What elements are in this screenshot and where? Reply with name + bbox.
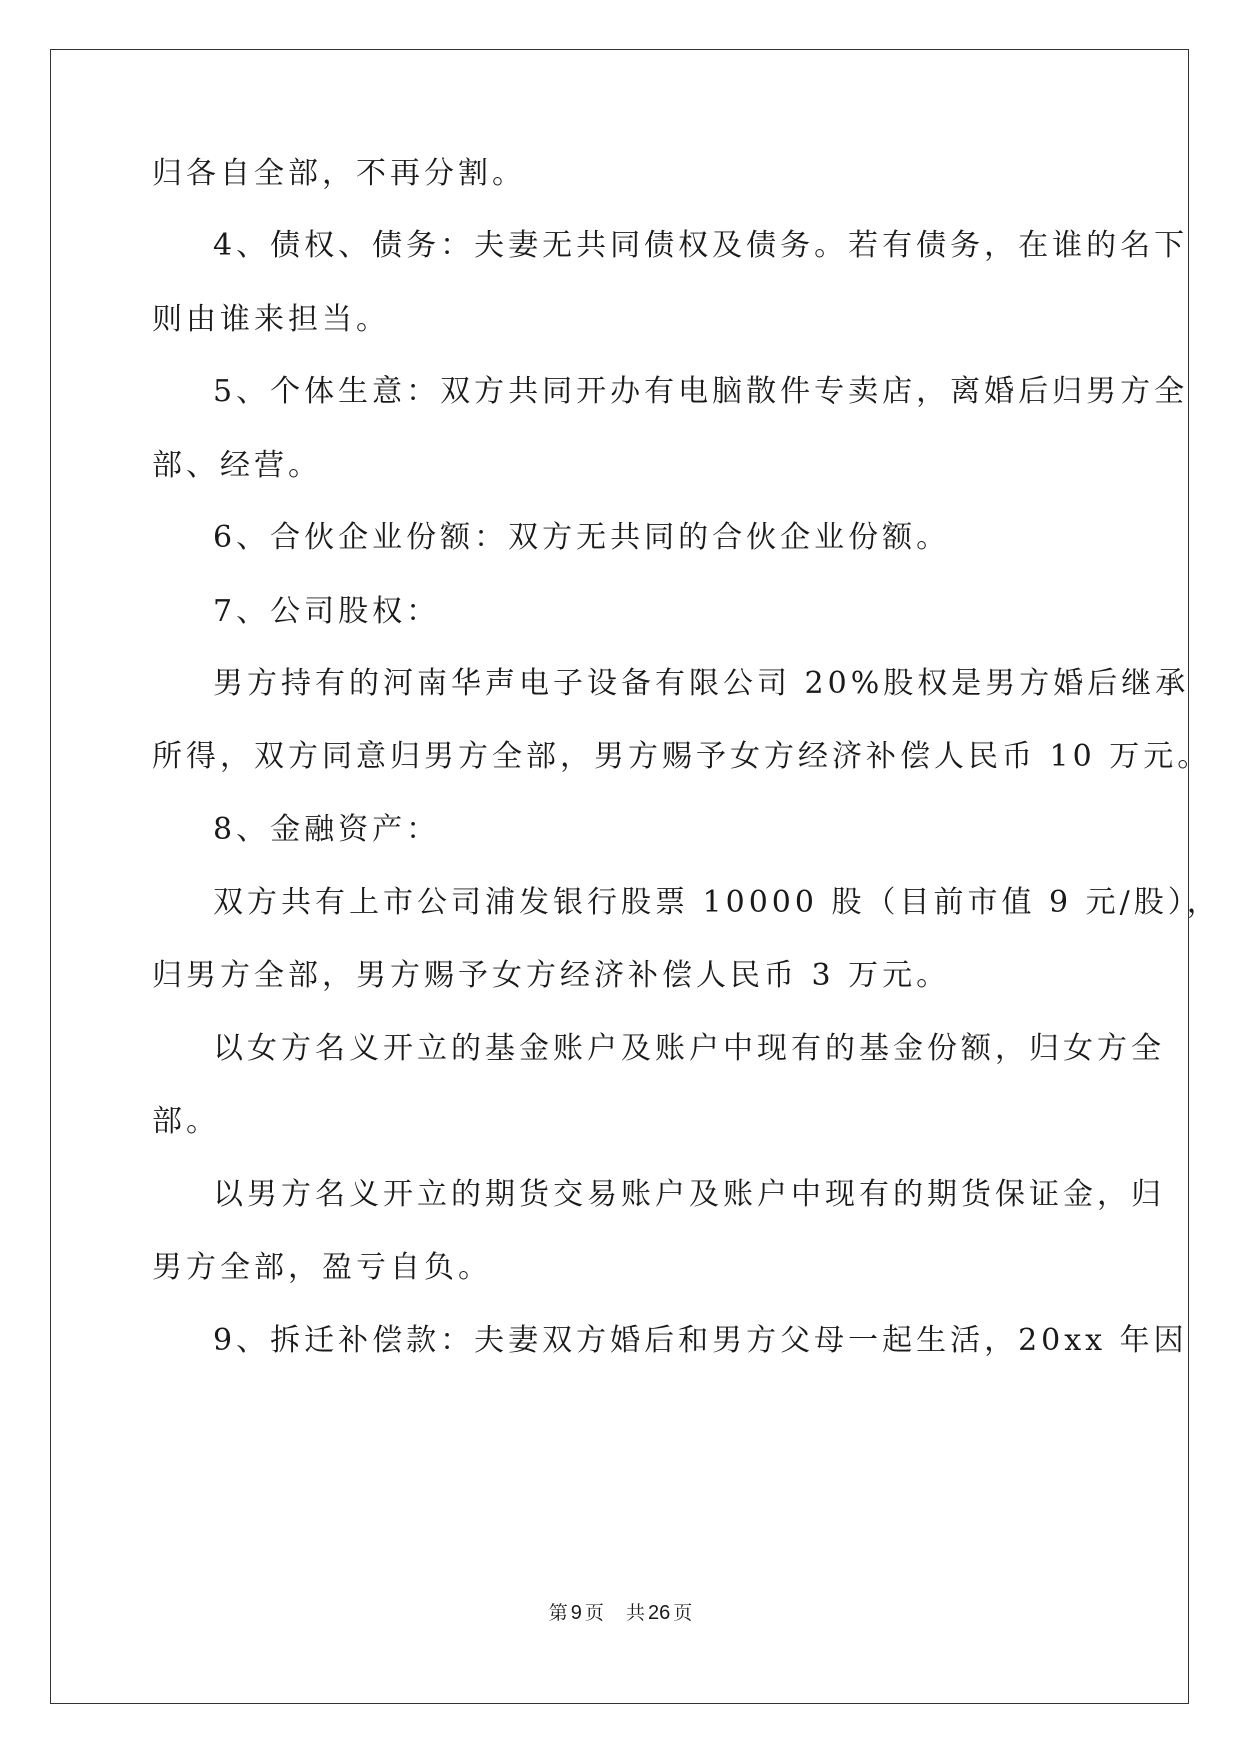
body-line: 9、拆迁补偿款：夫妻双方婚后和男方父母一起生活，20xx 年因 bbox=[213, 1323, 1188, 1358]
body-line: 双方共有上市公司浦发银行股票 10000 股（目前市值 9 元/股）， bbox=[213, 885, 1221, 920]
body-line: 8、金融资产： bbox=[213, 812, 441, 847]
total-prefix: 共 bbox=[625, 1602, 645, 1624]
body-line: 以女方名义开立的基金账户及账户中现有的基金份额，归女方全 bbox=[213, 1031, 1165, 1066]
body-line: 6、合伙企业份额：双方无共同的合伙企业份额。 bbox=[213, 520, 951, 555]
body-line: 归男方全部，男方赐予女方经济补偿人民币 3 万元。 bbox=[152, 958, 951, 993]
body-line: 部。 bbox=[152, 1104, 220, 1139]
page-footer bbox=[0, 1598, 1241, 1625]
page-number: 9 bbox=[570, 1602, 582, 1624]
body-line: 男方持有的河南华声电子设备有限公司 20%股权是男方婚后继承 bbox=[213, 666, 1190, 701]
body-line: 4、债权、债务：夫妻无共同债权及债务。若有债务，在谁的名下 bbox=[213, 228, 1189, 263]
body-line: 7、公司股权： bbox=[213, 594, 441, 629]
body-line: 所得，双方同意归男方全部，男方赐予女方经济补偿人民币 10 万元。 bbox=[152, 739, 1212, 774]
total-pages: 26 bbox=[647, 1602, 671, 1624]
body-line: 部、经营。 bbox=[152, 448, 322, 483]
body-line: 以男方名义开立的期货交易账户及账户中现有的期货保证金，归 bbox=[213, 1177, 1165, 1212]
body-line: 5、个体生意：双方共同开办有电脑散件专卖店，离婚后归男方全 bbox=[213, 374, 1189, 409]
body-line: 则由谁来担当。 bbox=[152, 302, 390, 337]
body-line: 归各自全部，不再分割。 bbox=[152, 156, 526, 191]
page-border bbox=[50, 49, 1189, 1704]
total-suffix: 页 bbox=[673, 1602, 693, 1624]
page-prefix: 第 bbox=[548, 1602, 568, 1624]
page-suffix: 页 bbox=[584, 1602, 604, 1624]
body-line: 男方全部，盈亏自负。 bbox=[152, 1250, 492, 1285]
